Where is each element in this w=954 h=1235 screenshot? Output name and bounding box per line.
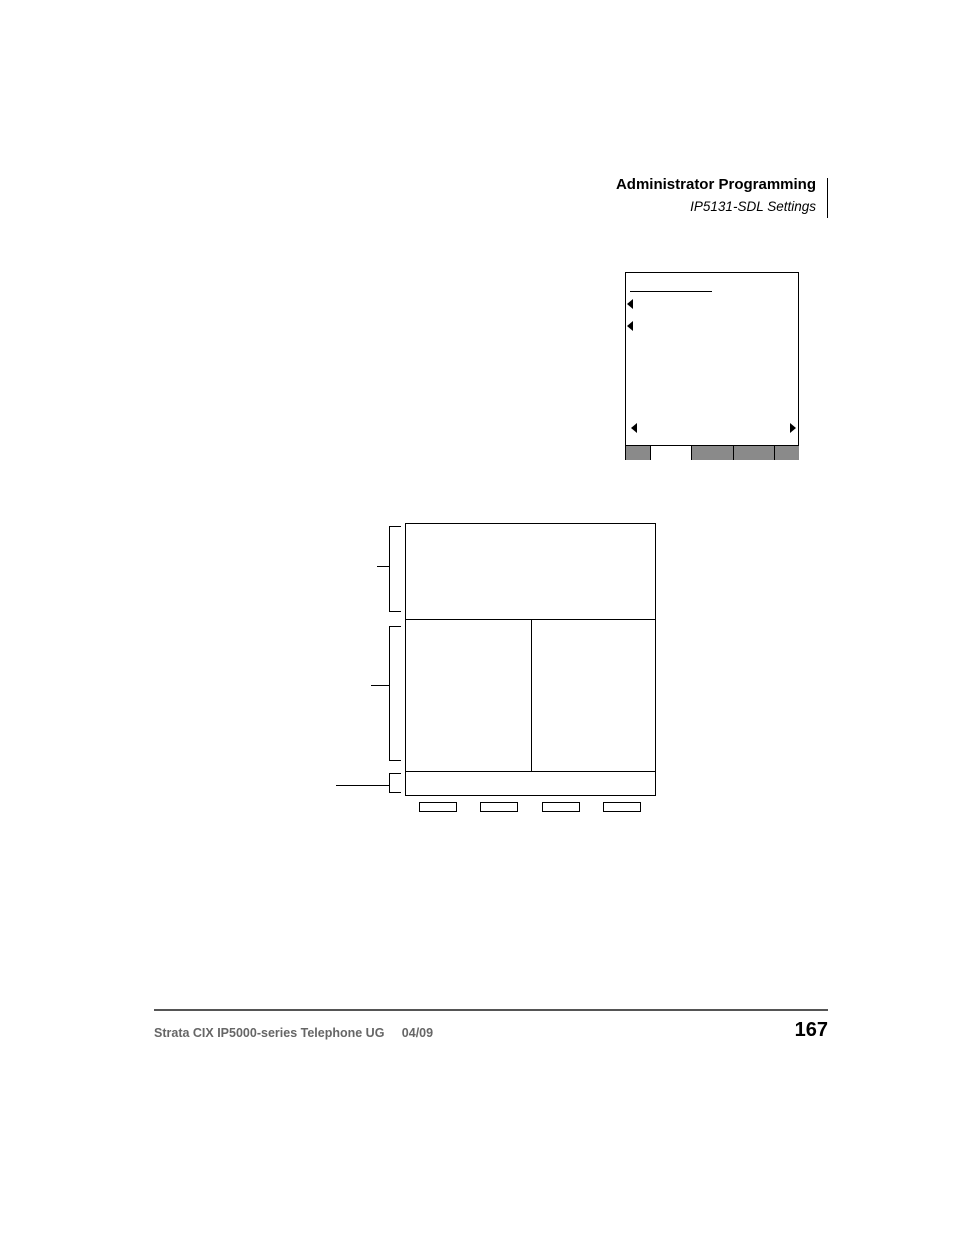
bracket-middle-cap: [389, 626, 401, 627]
softkey-4: [603, 802, 641, 812]
softkey-segment: [775, 446, 799, 460]
screen-title-underline: [630, 291, 712, 292]
bracket-top-cap: [389, 611, 401, 612]
bracket-bottom-cap: [389, 773, 401, 774]
bracket-middle-leader: [371, 685, 389, 686]
left-triangle-icon: [627, 321, 633, 331]
footer-date: 04/09: [401, 1026, 434, 1040]
bracket-top-leader: [377, 566, 389, 567]
softkey-2: [480, 802, 518, 812]
softkey-segment-selected: [651, 446, 692, 460]
bracket-top-cap: [389, 526, 401, 527]
softkey-segment: [626, 446, 651, 460]
left-triangle-icon: [631, 423, 637, 433]
bracket-middle-cap: [389, 760, 401, 761]
bracket-bottom: [389, 773, 390, 793]
lcd-screen-diagram: [625, 272, 799, 460]
left-triangle-icon: [627, 299, 633, 309]
bracket-middle: [389, 626, 390, 761]
bracket-top: [389, 526, 390, 612]
section-title: Administrator Programming: [615, 176, 816, 193]
right-triangle-icon: [790, 423, 796, 433]
bracket-bottom-leader: [336, 785, 389, 786]
bracket-bottom-cap: [389, 792, 401, 793]
section-subtitle: IP5131-SDL Settings: [690, 199, 816, 214]
softkey-segment: [692, 446, 734, 460]
softkey-bar: [626, 445, 799, 460]
header-divider: [827, 178, 828, 218]
footer-text: [154, 1026, 433, 1040]
softkey-1: [419, 802, 457, 812]
bottom-area-divider: [405, 771, 656, 772]
middle-area-divider: [531, 619, 532, 771]
footer-rule: [154, 1009, 828, 1011]
page-number: 167: [794, 1019, 828, 1041]
softkey-segment: [734, 446, 775, 460]
softkey-3: [542, 802, 580, 812]
footer-document: Strata CIX IP5000-series Telephone UG: [154, 1026, 385, 1040]
